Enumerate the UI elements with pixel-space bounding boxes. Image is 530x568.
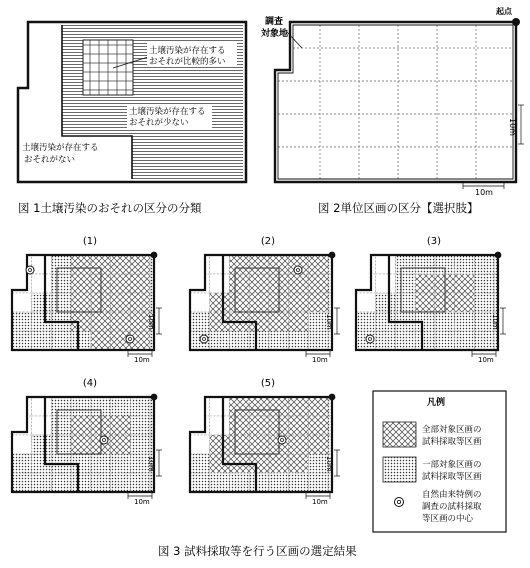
fig3-cell <box>130 293 150 312</box>
fig3-cell <box>395 331 415 350</box>
fig3-cell <box>32 331 52 350</box>
fig3-cell <box>249 397 269 416</box>
fig3-cell <box>474 255 494 274</box>
fig3-cell <box>12 473 32 492</box>
fig3-dim-v-label: 10m <box>325 456 333 472</box>
fig3-dim-v-label: 10m <box>491 314 499 330</box>
fig3-cell <box>249 416 269 435</box>
fig3-sample-center-icon <box>100 436 108 444</box>
fig3-cell <box>190 473 210 492</box>
fig3-cell <box>435 312 455 331</box>
fig3-cell <box>12 293 32 312</box>
legend-full-line1: 全部対象区画の <box>422 425 482 435</box>
fig1-label-high-line1: 土壌汚染が存在する <box>149 46 226 56</box>
fig3-cell <box>91 312 111 331</box>
fig3-cell <box>376 255 396 274</box>
fig3-panel <box>190 236 348 364</box>
fig3-cell <box>32 416 52 435</box>
fig2-caption: 図 2単位区画の区分【選択肢】 <box>318 201 479 215</box>
legend-natural-line3: 等区画の中心 <box>422 514 474 524</box>
fig3-cell <box>32 293 52 312</box>
fig1-label-none-line1: 土壌汚染が存在する <box>22 143 99 153</box>
fig3-cell <box>289 293 309 312</box>
fig3-cell <box>210 293 230 312</box>
fig3-cell <box>455 293 475 312</box>
fig3-sample-center-icon <box>126 335 134 343</box>
fig3-cell <box>289 397 309 416</box>
fig3-cell <box>474 331 494 350</box>
legend-partial-line1: 一部対象区画の <box>422 460 482 470</box>
fig3-caption: 図 3 試料採取等を行う区画の選定結果 <box>158 544 357 558</box>
fig3-cell <box>289 416 309 435</box>
fig3-cell <box>71 255 91 274</box>
fig2-origin-label: 起点 <box>496 7 512 16</box>
fig3-cell <box>51 435 71 454</box>
fig2-outline <box>275 22 516 182</box>
fig3-cell <box>130 397 150 416</box>
fig3-cell <box>289 473 309 492</box>
fig3-panel-label: (3) <box>426 236 442 247</box>
fig1-diagram <box>18 22 246 182</box>
fig3-cell <box>111 397 131 416</box>
fig3-cell <box>474 274 494 293</box>
fig3-cell <box>210 397 230 416</box>
fig3-cell <box>190 312 210 331</box>
fig3-cell <box>130 416 150 435</box>
fig1-label-low-line2: おそれが少ない <box>129 118 189 128</box>
fig3-cell <box>249 255 269 274</box>
fig3-origin-dot <box>151 394 158 401</box>
fig3-cell <box>289 274 309 293</box>
fig3-cell <box>71 274 91 293</box>
fig1-label-none-line2: おそれがない <box>24 155 76 165</box>
fig3-dim-v-label: 10m <box>147 314 155 330</box>
fig3-cell <box>51 397 71 416</box>
fig1-label-high-line2: おそれが比較的多い <box>149 57 226 67</box>
fig3-cell <box>308 473 328 492</box>
fig3-cell <box>455 274 475 293</box>
fig3-panel-label: (1) <box>82 236 98 247</box>
fig3-panel <box>356 236 514 364</box>
fig3-cell <box>249 473 269 492</box>
legend-title: 凡例 <box>427 398 446 408</box>
legend-partial-line2: 試料採取等区画 <box>422 472 482 482</box>
fig3-sample-center-icon <box>26 266 34 274</box>
fig3-cell <box>395 274 415 293</box>
fig3-cell <box>415 331 435 350</box>
fig3-cell <box>376 331 396 350</box>
fig3-cell <box>455 312 475 331</box>
fig3-cell <box>12 454 32 473</box>
fig2-unit-grid <box>278 25 513 179</box>
fig3-cell <box>210 435 230 454</box>
fig3-sample-center-icon <box>200 335 208 343</box>
fig3-dim-horizontal <box>472 351 496 364</box>
fig3-cell <box>308 331 328 350</box>
fig3-cell <box>249 331 269 350</box>
fig3-dim-h-label: 10m <box>134 356 150 364</box>
fig3-cell <box>229 473 249 492</box>
fig3-dim-h-label: 10m <box>134 498 150 506</box>
fig3-dim-v-label: 10m <box>147 456 155 472</box>
fig3-cell <box>415 255 435 274</box>
fig3-cell <box>395 255 415 274</box>
fig3-cell <box>111 416 131 435</box>
fig3-cell <box>71 331 91 350</box>
fig3-cell <box>111 312 131 331</box>
fig3-cell <box>415 293 435 312</box>
fig3-cell <box>12 435 32 454</box>
fig3-cell <box>71 397 91 416</box>
fig2-site-label-line2: 対象地 <box>261 29 289 39</box>
fig3-dim-horizontal <box>306 351 330 364</box>
fig3-cell <box>289 435 309 454</box>
fig3-cell <box>71 473 91 492</box>
fig3-cell <box>12 397 32 416</box>
fig3-cell <box>249 274 269 293</box>
fig3-cell <box>308 293 328 312</box>
fig2-dim-v-label: 10m <box>508 118 517 136</box>
fig3-cell <box>12 331 32 350</box>
fig3-cell <box>130 435 150 454</box>
legend-full-line2: 試料採取等区画 <box>422 437 482 447</box>
fig3-cell <box>269 454 289 473</box>
fig3-cell <box>229 435 249 454</box>
fig3-cell <box>249 293 269 312</box>
fig1-label-low-line1: 土壌汚染が存在する <box>129 107 206 117</box>
fig3-cell <box>376 274 396 293</box>
fig3-cell <box>71 293 91 312</box>
fig3-cell <box>210 416 230 435</box>
fig3-cell <box>229 274 249 293</box>
fig3-panel-label: (5) <box>260 378 276 389</box>
fig3-cell <box>356 293 376 312</box>
fig3-cell <box>229 397 249 416</box>
fig3-cell <box>308 416 328 435</box>
fig1-caption: 図 1土壌汚染のおそれの区分の分類 <box>18 201 202 215</box>
fig3-cell <box>229 416 249 435</box>
fig3-origin-dot <box>329 252 336 259</box>
fig2-site-label-line1: 調査 <box>265 17 284 27</box>
fig3-cell <box>32 255 52 274</box>
fig3-cell <box>474 293 494 312</box>
fig3-cell <box>356 255 376 274</box>
fig3-cell <box>308 435 328 454</box>
fig3-sample-center-icon <box>366 335 374 343</box>
fig3-cell <box>51 331 71 350</box>
legend-swatch-partial <box>383 457 416 482</box>
fig3-panel <box>190 378 348 506</box>
fig3-dim-h-label: 10m <box>312 498 328 506</box>
fig3-cell <box>455 255 475 274</box>
fig3-cell <box>229 293 249 312</box>
fig3-cell <box>210 473 230 492</box>
fig3-cell <box>210 255 230 274</box>
fig3-cell <box>51 255 71 274</box>
fig3-cell <box>32 274 52 293</box>
fig3-cell <box>308 397 328 416</box>
fig1-high-risk-grid <box>83 40 133 95</box>
fig3-cell <box>190 397 210 416</box>
fig3-cell <box>12 312 32 331</box>
fig3-panel-label: (2) <box>260 236 276 247</box>
fig3-cell <box>229 255 249 274</box>
legend-natural-line2: 調査の試料採取 <box>422 502 482 512</box>
fig3-cell <box>395 293 415 312</box>
fig3-cell <box>130 274 150 293</box>
fig2-origin-dot <box>512 18 520 26</box>
fig3-cell <box>32 397 52 416</box>
fig3-panel <box>12 236 170 364</box>
fig3-cell <box>289 454 309 473</box>
fig3-cell <box>190 435 210 454</box>
fig3-cell <box>111 454 131 473</box>
fig3-cell <box>71 435 91 454</box>
fig3-cell <box>32 473 52 492</box>
fig3-dim-horizontal <box>306 493 330 506</box>
fig3-cell <box>269 312 289 331</box>
fig3-cell <box>111 274 131 293</box>
fig3-panel-label: (4) <box>82 378 98 389</box>
fig3-dim-horizontal <box>128 493 152 506</box>
fig3-cell <box>51 293 71 312</box>
fig3-cell <box>376 293 396 312</box>
fig3-cell <box>229 331 249 350</box>
fig3-panel <box>12 378 170 506</box>
fig3-cell <box>91 473 111 492</box>
fig3-cell <box>415 274 435 293</box>
fig3-cell <box>289 312 309 331</box>
fig3-cell <box>91 454 111 473</box>
fig3-cell <box>210 274 230 293</box>
fig3-cell <box>455 331 475 350</box>
fig3-dim-h-label: 10m <box>312 356 328 364</box>
fig3-cell <box>91 331 111 350</box>
fig3-cell <box>111 473 131 492</box>
fig3-cell <box>51 274 71 293</box>
legend-natural-line1: 自然由来特例の <box>422 490 482 500</box>
fig3-cell <box>130 255 150 274</box>
fig3-cell <box>269 331 289 350</box>
fig3-cell <box>51 416 71 435</box>
fig3-cell <box>111 255 131 274</box>
fig3-cell <box>308 274 328 293</box>
fig3-cell <box>71 416 91 435</box>
fig3-sample-center-icon <box>294 266 302 274</box>
fig3-cell <box>111 435 131 454</box>
fig3-cell <box>51 473 71 492</box>
fig3-cell <box>190 293 210 312</box>
fig3-dim-horizontal <box>128 351 152 364</box>
legend-swatch-full <box>383 422 416 447</box>
fig3-legend <box>373 391 506 532</box>
fig2-dim-h-label: 10m <box>475 188 493 197</box>
fig2-diagram <box>261 6 524 197</box>
fig3-cell <box>308 255 328 274</box>
fig2-dim-horizontal <box>463 183 504 197</box>
fig3-cell <box>210 331 230 350</box>
fig3-origin-dot <box>151 252 158 259</box>
fig3-cell <box>190 454 210 473</box>
fig3-cell <box>269 473 289 492</box>
fig3-cell <box>289 331 309 350</box>
fig3-cell <box>111 293 131 312</box>
fig3-cell <box>435 331 455 350</box>
fig3-cell <box>356 312 376 331</box>
fig3-origin-dot <box>495 252 502 259</box>
fig3-cell <box>190 255 210 274</box>
fig3-cell <box>32 435 52 454</box>
fig3-origin-dot <box>329 394 336 401</box>
fig3-dim-h-label: 10m <box>478 356 494 364</box>
legend-natural-origin-icon <box>395 498 404 507</box>
fig3-sample-center-icon <box>278 436 286 444</box>
fig3-dim-v-label: 10m <box>325 314 333 330</box>
fig3-cell <box>249 435 269 454</box>
fig3-cell <box>130 473 150 492</box>
